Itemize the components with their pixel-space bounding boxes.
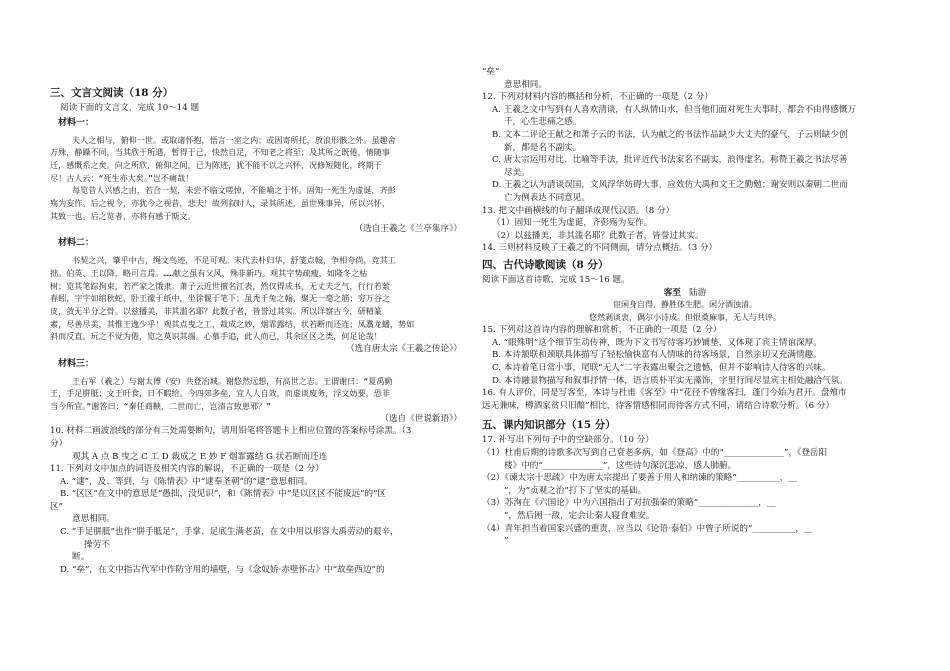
question-16: 16. 有人评价，同是写客至，本诗与杜甫《客至》中“花径不曾缘客扫，蓬门今始为君开。盘飧市 [482, 388, 847, 399]
material3-text-line: 王，手足胼胝；文王旰食，日不暇给。今四郊多垒，宜人人自效，而虚谈废务，浮文妨要，恐非 [50, 388, 390, 399]
poem-line: 宦闲身自得，静胜体生肥。闲分酒浊清。 [613, 300, 757, 310]
question-11-option-b-cont: 意思相同。 [72, 514, 115, 525]
section3-instruction: 阅读下面的文言文，完成 10～14 题 [60, 103, 200, 113]
question-11-option-a: A. “逮”，及、等到，与《陈情表》中“逮奉圣朝”的“逮”意思相同。 [60, 476, 313, 487]
section4-title: 四、古代诗歌阅读（8 分） [482, 258, 609, 271]
material3-text-line: 当今所宜。”谢答曰：“秦任商鞅，二世而亡，岂清言致患邪？” [50, 401, 272, 412]
question-12-option-c: C. 唐太宗运用对比、比喻等手法，批评近代书法家名不副实，浪得虚名，称赞王羲之书法尽善 [492, 155, 848, 166]
question-11-option-d: D. “垒”，在文中指古代军中作防守用的墙壁，与《念奴娇·赤壁怀古》中“故垒西边”的 [60, 564, 385, 575]
question-11-option-b: B. “区区”在文中的意思是“愚拙，没见识”，和《陈情表》中“是以区区不能废远”的“区 [60, 489, 387, 500]
question-12-option-d: D. 王羲之认为清谈误国，文风浮华妨碍大事，应效仿大禹和文王之勤勉；谢安则以秦朝二世而 [492, 180, 848, 191]
material1-text-line: 迁，感慨系之矣。向之所欣，俯仰之间，已为陈迹，犹不能不以之兴怀，况修短随化，终期于 [50, 160, 382, 170]
question-11-option-c-cont: 断。 [72, 552, 90, 563]
material3-title: 材料三： [58, 358, 95, 369]
material3-source: （选自《世说新语》） [380, 413, 462, 424]
material1-text-line: 尽！古人云：“死生亦大矣。”岂不痛哉！ [50, 172, 194, 183]
question-13-part-2: （2）以兹播美，非其滥名耶？此数子者，皆誉过其实。 [492, 230, 704, 241]
material1-text-line: 万殊，静躁不同，当其欣于所遇，暂得于己，快然自足，不知老之将至；及其所之既倦，情随事 [50, 147, 390, 158]
question-17-part-1-cont: 楼》中的“______________”，这些诗句深沉悲凉，感人肺腑。 [504, 460, 737, 471]
question-11: 11. 下列对文中加点的词语及相关内容的解说，不正确的一项是（2 分） [50, 464, 324, 475]
material1-title: 材料一： [58, 117, 95, 128]
question-12-option-c-cont: 尽美。 [504, 167, 530, 178]
material2-text-line: 素，尽善尽美，其惟王逸少乎！观其点曳之工，裁成之妙，烟霏露结，状若断而还连；凤翥龙蟠，势如 [50, 318, 415, 329]
question-17-part-2: （2）《谏太宗十思疏》中为唐太宗提出了要善于用人和纳谏的策略“__________，__ [482, 473, 797, 484]
question-17: 17. 补写出下列句子中的空缺部分。（10 分） [482, 435, 654, 446]
question-11-option-b-cont: 区” [50, 501, 63, 512]
left-column [50, 0, 462, 576]
question-12-option-b-cont: 新，都是名不副实。 [504, 142, 582, 153]
material2-source: （选自唐太宗《王羲之传论》） [345, 344, 462, 355]
question-15-option-a: A. “眼殊明”这个细节生动传神，既为下文书写待客巧妙铺垫，又体现了宾主情谊深厚。 [492, 337, 822, 348]
question-11-option-d-cont: “垒” [482, 67, 500, 77]
material2-title: 材料二： [58, 238, 95, 249]
material1-text-line: 殇为妄作。后之视今，亦犹今之视昔，悲夫！故列叙时人，录其所述，虽世殊事异，所以兴怀， [50, 198, 390, 209]
material2-text-line: 斜而反直。玩之不觉为倦，览之莫识其端。心慕手追，此人而已，其余区区之类，何足论哉！ [50, 331, 382, 342]
question-12-option-d-cont: 亡为例表达不同意见。 [504, 192, 590, 203]
poem-title: 客至 [663, 287, 681, 298]
question-13: 13. 把文中画横线的句子翻译成现代汉语。（8 分） [482, 205, 675, 216]
question-10-sentence: 观其 A 点 B 曳之 C 工 D 裁成之 E 妙 F 烟霏露结 G 状若断而还连 [72, 451, 328, 462]
question-14: 14. 三则材料反映了王羲之的不同侧面，请分点概括。（3 分） [482, 243, 718, 254]
question-17-part-1: （1）杜甫后期的诗歌多次写到自己衰老多病，如《登高》中的“______________”，《登岳阳 [482, 448, 828, 459]
material1-text-line: 其致一也。后之览者，亦将有感于斯文。 [50, 210, 196, 221]
question-17-part-3: （3）苏洵在《六国论》中为六国指出了对抗强秦的策略“______________，__ [482, 498, 776, 509]
question-11-option-c: C. “手足胼胝”也作“胼手胝足”，手掌、足底生满老茧，在文中用以形容大禹劳动的艰辛， [60, 527, 399, 538]
section4-instruction: 阅读下面这首诗歌，完成 15～16 题。 [482, 274, 630, 285]
question-12: 12. 下列对材料内容的概括和分析，不正确的一项是（2 分） [482, 92, 713, 103]
question-17-part-4: （4）青年担当着国家兴盛的重责，应当以《论语·泰伯》中曾子所说的“__________，__ [482, 523, 813, 534]
section3-title: 三、文言文阅读（18 分） [50, 87, 174, 99]
material1-source: （选自王羲之《兰亭集序》） [354, 223, 462, 234]
question-10: 10. 材料二画波浪线的部分有三处需要断句，请用铅笔将答题卡上相应位置的答案标号涂黑。（3 [50, 426, 412, 437]
material2-text-line: 拙。伯英、王以降，略可言焉。……献之虽有父风，殊非新巧。观其字势疏瘦，如隆冬之枯 [50, 267, 368, 278]
question-15-option-b: B. 本诗颔联和颈联具体描写了轻松愉快富有人情味的待客场景，自然亲切又充满情趣。 [492, 350, 822, 361]
question-15-option-d: D. 本诗融景物描写和叙事抒情一体，语言质朴平实无藻饰，字里行间尽显宾主相处融洽气氛。 [492, 375, 848, 386]
question-12-option-a-cont: 千，心生悲痛之感。 [504, 117, 582, 128]
question-12-option-a: A. 王羲之文中写到有人喜欢清谈，有人纵情山水，但当他们面对死生大事时，都会不由得感慨万 [492, 104, 857, 115]
question-15: 15. 下列对这首诗内容的理解和赏析，不正确的一项是（2 分） [482, 325, 722, 336]
material2-text-line: 书契之兴，肇乎中古，绳文鸟迹，不足可观。末代去朴归华，舒笺点翰，争相夸尚，竞其工 [72, 255, 396, 266]
question-13-part-1: （1）固知一死生为虚诞，齐彭殇为妄作。 [492, 218, 653, 229]
question-12-option-b: B. 文本二评论王献之和萧子云的书法，认为献之的书法作品缺少大丈夫的豪气，子云则缺少创 [492, 129, 848, 140]
question-11-option-d-cont: 意思相同。 [504, 79, 547, 90]
section5-title: 五、课内知识部分（15 分） [482, 419, 616, 432]
question-17-part-3-cont: ”，然后困一敌，定会让秦人寝食难安。 [504, 511, 655, 521]
poem-line: 悠然剥谈衷，偶尔小诗成。但恨桑麻事，无人与共评。 [589, 312, 781, 322]
question-11-option-c-cont: 操劳不 [84, 539, 110, 550]
material2-text-line: 皮，敛无半分之骨。以兹播美，非其滥名耶？此数子者，皆誉过其实。所以详察古今，研精篆 [50, 305, 382, 316]
question-17-part-4-cont: ” [504, 536, 509, 547]
poem-header [482, 287, 888, 300]
material1-text-line: 每览昔人兴感之由，若合一契，未尝不临文嗟悼，不能喻之于怀。固知一死生为虚诞，齐彭 [72, 185, 396, 196]
question-16-cont: 远无兼味，樽酒家贫只旧醅”相比，待客情感相同而待客方式不同，请结合诗歌分析。（6 分） [482, 400, 835, 411]
material2-text-line: 春蚓，字字如绾秋蛇，卧王濛于纸中，坐徐偃于笔下；虽秃千兔之翰，聚无一毫之筋；穷万谷之 [50, 293, 390, 304]
material1-text-line: 夫人之相与，俯仰一世。或取诸怀抱，悟言一室之内；或因寄所托，放浪形骸之外。虽趣舍 [72, 134, 396, 145]
question-17-part-2-cont: ”，为“贞观之治”打下了坚实的基础。 [504, 485, 647, 496]
material3-text-line: 王右军（羲之）与谢太傅（安）共登冶城。谢悠然远想，有高世之志。王谓谢曰：“夏禹勤 [72, 375, 393, 386]
question-15-option-c: C. 本诗着笔日常小事，尾联“无人”二字表露出聚会之遗憾，但并不影响诗人待客的兴味。 [492, 363, 831, 374]
question-10-cont: 分） [50, 438, 68, 449]
material2-text-line: 树；览其笔踪拘束，若严家之饿隶。萧子云近世擅名江表，然仅得成书，无丈夫之气，行行若萦 [50, 280, 390, 291]
right-column [482, 0, 888, 548]
poem-author: 陆游 [689, 287, 707, 298]
